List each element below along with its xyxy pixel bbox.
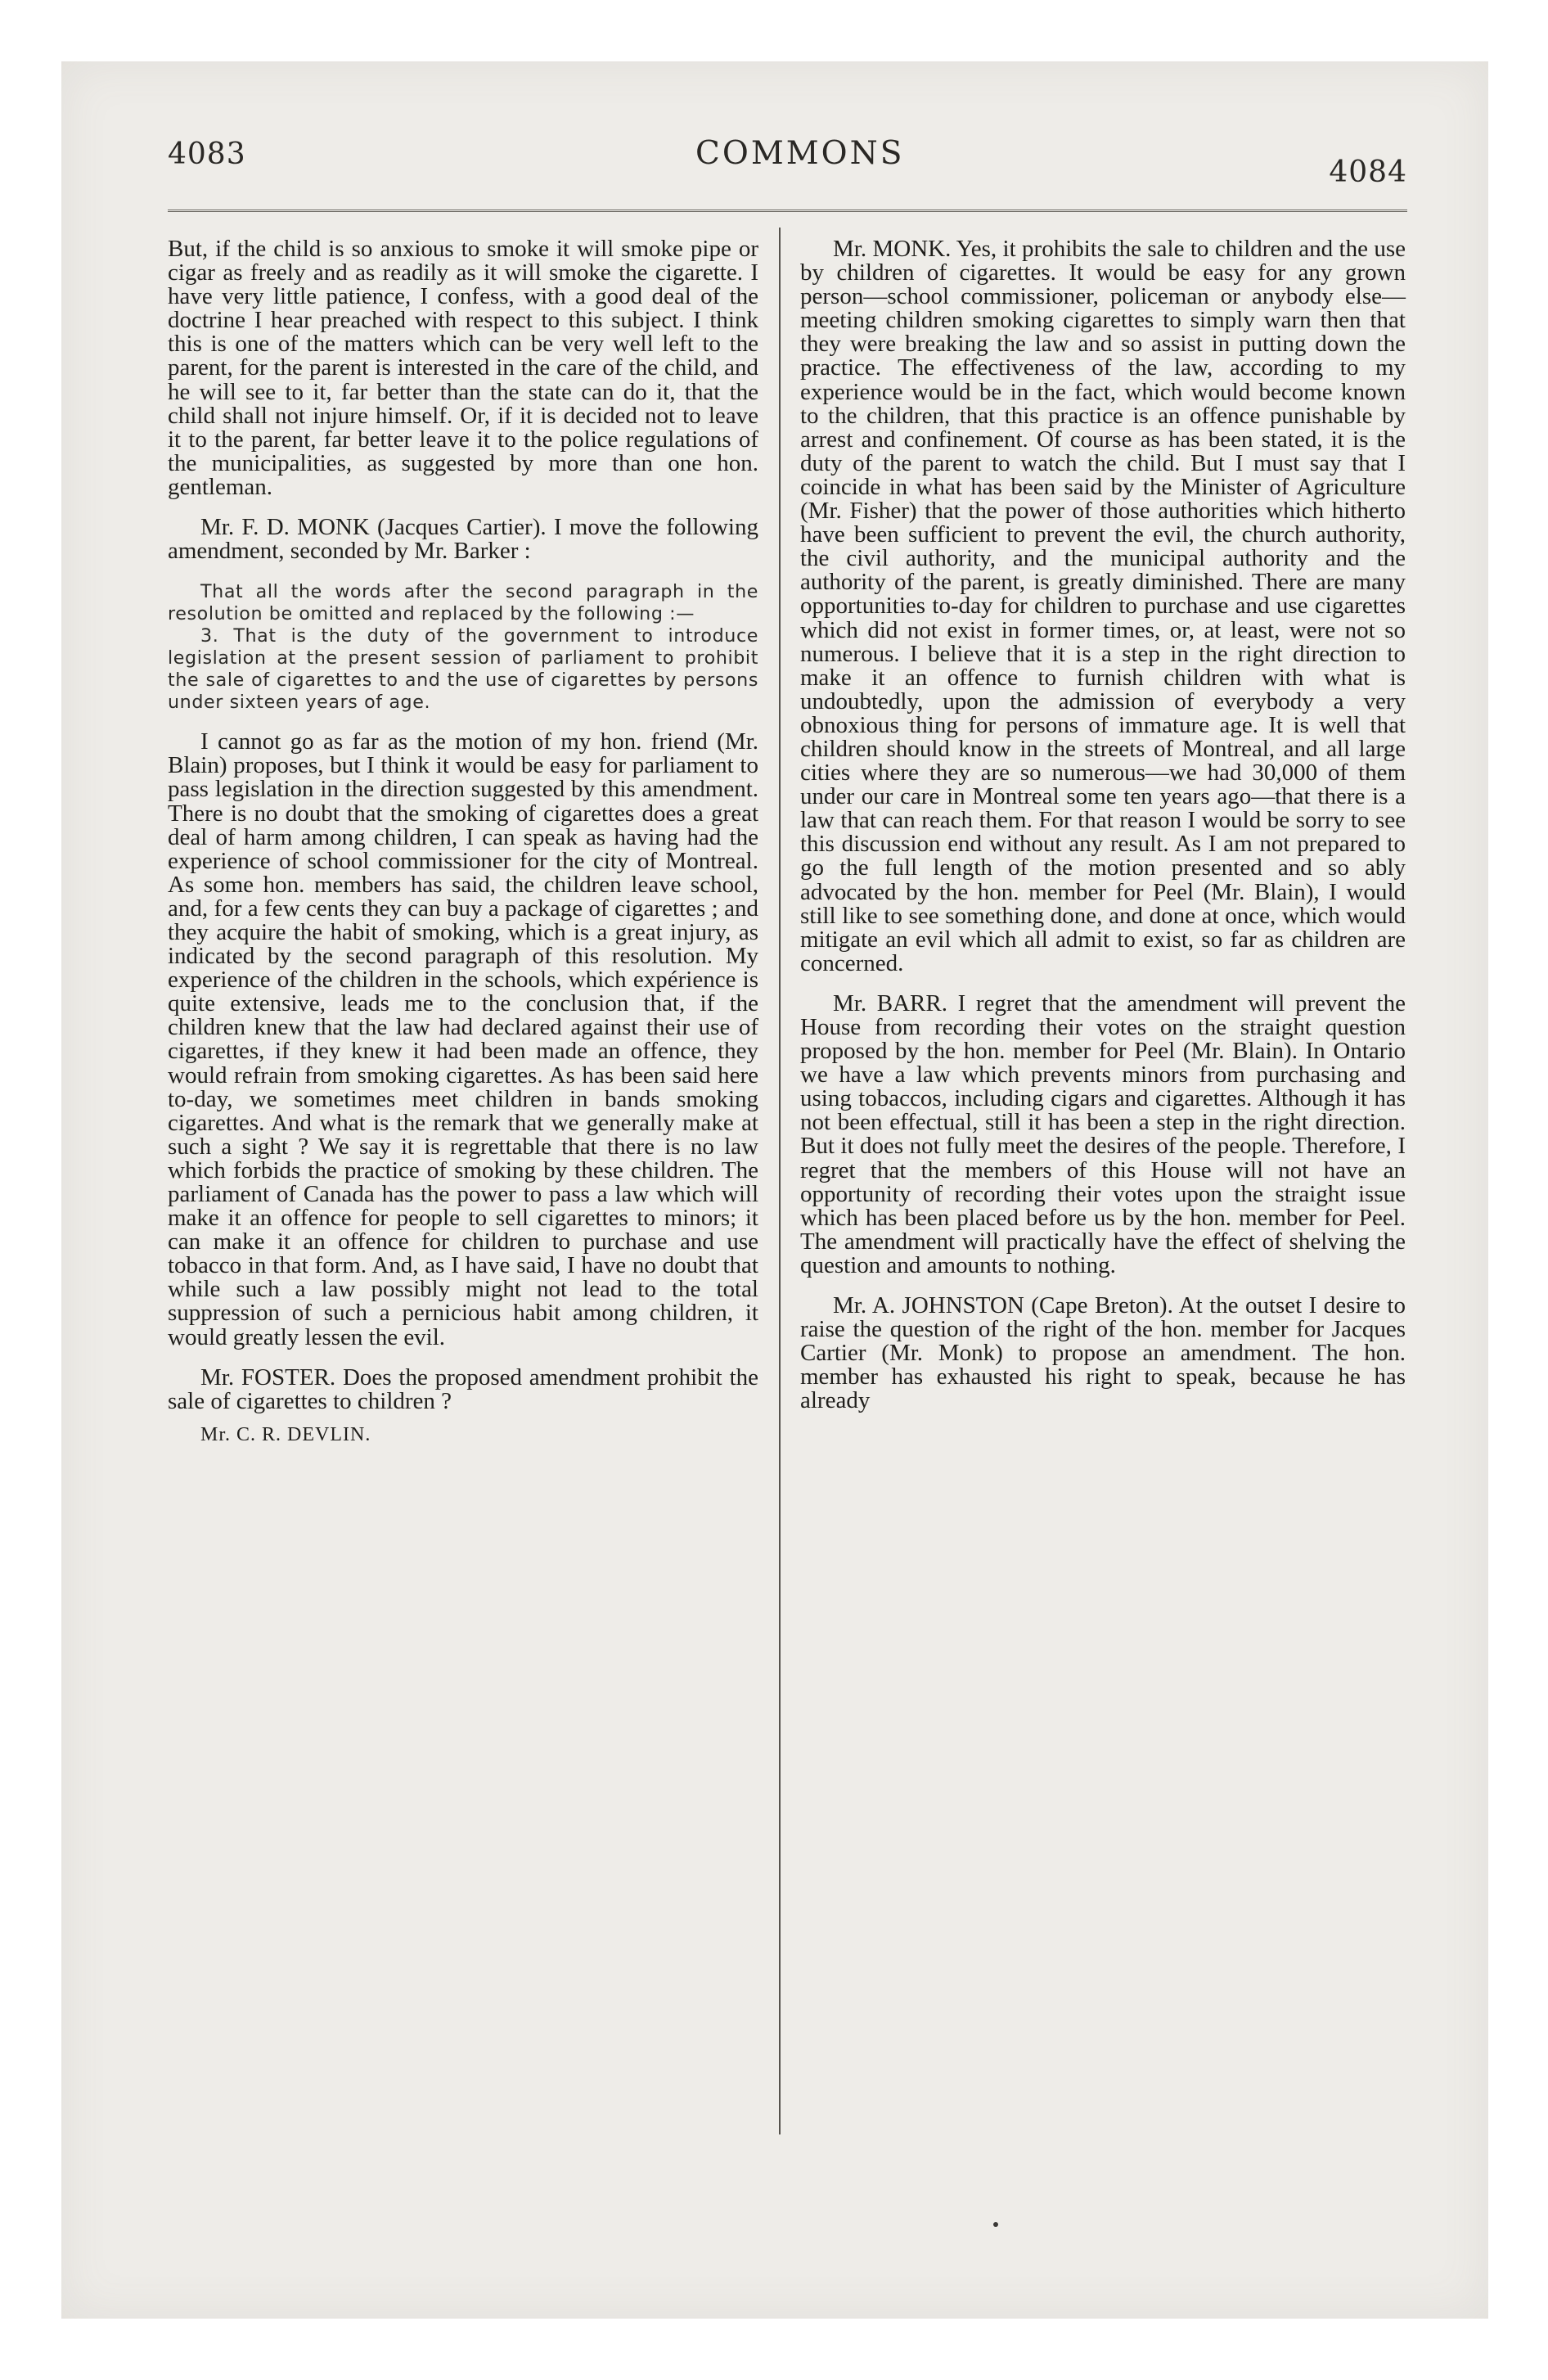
amendment-text: That all the words after the second paragraph in the resolution be omitted and replaced by the following :— xyxy=(168,581,758,625)
paragraph: I cannot go as far as the motion of my hon. friend (Mr. Blain) proposes, but I think it would be easy for parliament to pass legislation in the direction suggested by this amendment. There is no doubt that the smoking of cigarettes does a great deal of harm among children, I can speak as having had the experience of school commissioner for the city of Montreal. As some hon. members has said, the children leave school, and, for a few cents they can buy a package of cigarettes ; and they acquire the habit of smoking, which is a great injury, as indicated by the second paragraph of this resolution. My experience of the children in the schools, which expérience is quite extensive, leads me to the conclusion that, if the children knew that the law had declared against their use of cigarettes, if they knew it had been made an offence, they would refrain from smoking cigarettes. As has been said here to-day, we sometimes meet children in bands smoking cigarettes. And what is the remark that we generally make at such a sight ? We say it is regrettable that there is no law which forbids the practice of smoking by these children. The parliament of Canada has the power to pass a law which will make it an offence for people to sell cigarettes to minors; it can make it an offence for children to purchase and use tobacco in that form. And, as I have said, I have no doubt that while such a law possibly might not lead to the total suppression of such a pernicious habit among children, it would greatly lessen the evil. xyxy=(168,728,758,1350)
page-number-left: 4083 xyxy=(168,137,246,171)
speaker-devlin: Mr. C. R. DEVLIN. xyxy=(200,1423,371,1445)
paragraph-barr: Mr. BARR. I regret that the amendment will prevent the House from recording their votes on the straight question proposed by the hon. member for Peel (Mr. Blain). In Ontario we have a law which prevents minors from purchasing and using tobaccos, including cigars and cigarettes. Although it has not been effectual, still it has been a step in the right direction. But it does not fully meet the desires of the people. Therefore, I regret that the members of this House will not have an opportunity of recording their votes upon the straight issue which has been placed before us by the hon. member for Peel. The amendment will practically have the effect of shelving the question and amounts to nothing. xyxy=(800,989,1406,1278)
paragraph-johnston: Mr. A. JOHNSTON (Cape Breton). At the outset I desire to raise the question of the right of the hon. member for Jacques Cartier (Mr. Monk) to propose an amendment. The hon. member has exhausted his right to speak, because he has already xyxy=(800,1292,1406,1414)
page-header xyxy=(168,131,1407,189)
paragraph-monk-motion: Mr. F. D. MONK (Jacques Cartier). I move the following amendment, seconded by Mr. Barker : xyxy=(168,514,758,565)
right-column xyxy=(800,237,1406,1413)
running-head: COMMONS xyxy=(695,135,905,172)
ink-speck xyxy=(993,2222,998,2227)
amendment-clause: 3. That is the duty of the government to introduce legislation at the present session of parliament to prohibit the sale of cigarettes to and the use of cigarettes by persons under sixteen years of age. xyxy=(168,625,758,714)
page-number-right: 4084 xyxy=(1329,156,1407,189)
left-column xyxy=(168,237,758,1447)
paragraph: But, if the child is so anxious to smoke it will smoke pipe or cigar as freely and as readily as it will smoke the cigarette. I have very little patience, I confess, with a good deal of the doctrine I hear preached with respect to this subject. I think this is one of the matters which can be very well left to the parent, for the parent is interested in the care of the child, and he will see to it, far better than the state can do it, that the child shall not injure himself. Or, if it is decided not to leave it to the parent, far better leave it to the police regulations of the municipalities, as suggested by more than one hon. gentleman. xyxy=(168,236,758,500)
paragraph-foster: Mr. FOSTER. Does the proposed amendment prohibit the sale of cigarettes to children ? xyxy=(168,1364,758,1414)
paragraph-monk: Mr. MONK. Yes, it prohibits the sale to children and the use by children of cigarettes. It would be easy for any grown person—school commissioner, policeman or anybody else—meeting children smoking cigarettes to simply warn then that they were breaking the law and so assist in putting down the practice. The effectiveness of the law, according to my experience would be in the fact, which would become known to the children, that this practice is an offence punishable by arrest and confinement. Of course as has been stated, it is the duty of the parent to watch the child. But I must say that I coincide in what has been said by the Minister of Agriculture (Mr. Fisher) that the power of those authorities which hitherto have been sufficient to prevent the evil, the church authority, the civil authority, and the municipal authority and the authority of the parent, is greatly diminished. There are many opportunities to-day for children to purchase and use cigarettes which did not exist in former times, or, at least, were not so numerous. I believe that it is a step in the right direction to make it an offence to furnish children with what is undoubtedly, upon the admission of everybody a very obnoxious thing for persons of immature age. It is well that children should know in the streets of Montreal, and all large cities where they are so numerous—we had 30,000 of them under our care in Montreal some ten years ago—that there is a law that can reach them. For that reason I would be sorry to see this discussion end without any result. As I am not prepared to go the full length of the motion presented and so ably advocated by the hon. member for Peel (Mr. Blain), I would still like to see something done, and done at once, which would mitigate an evil which all admit to exist, so far as children are concerned. xyxy=(800,236,1406,976)
column-divider xyxy=(779,228,781,2134)
header-rule xyxy=(168,210,1407,212)
